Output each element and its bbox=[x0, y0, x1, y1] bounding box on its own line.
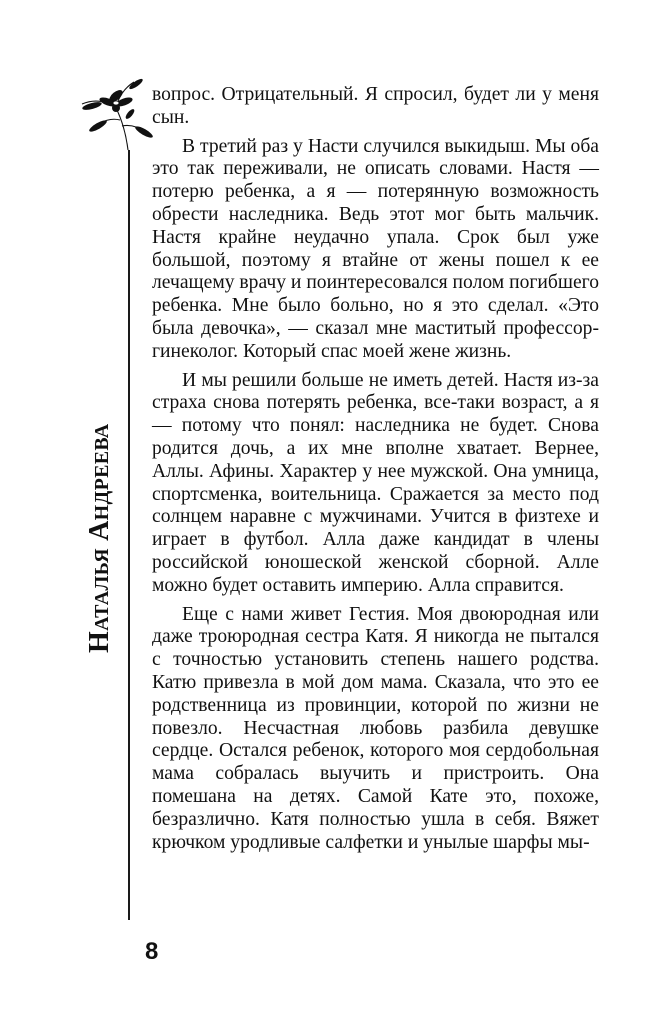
author-name: Наталья Андреева bbox=[84, 423, 115, 653]
paragraph: Еще с нами живет Гестия. Моя двоюродная или даже троюродная сестра Катя. Я никогда не пытался с точностью установить степень нашего родства. Катю привезла в мой дом мама. Сказала, что это ее родственница из провинции, которой по жизни не повезло. Несчастная любовь разбила девушке сердце. Остался ребенок, которого моя сердобольная мама собралась выучить и пристроить. Она помешана на детях. Самой Кате это, похоже, безразлично. Катя полностью ушла в себя. Вяжет крючком уродливые салфетки и унылые шарфы мы- bbox=[152, 603, 599, 853]
paragraph: И мы решили больше не иметь детей. Настя из-за страха снова потерять ребенка, все-таки возраст, а я — потому что понял: наследника не будет. Снова родится дочь, а их мне вполне хватает. Вернее, Аллы. Афины. Характер у нее мужской. Она умница, спортсменка, воительница. Сражается за место под солнцем наравне с мужчинами. Учится в физтехе и играет в футбол. Алла даже кандидат в члены российской юношеской женской сборной. Алле можно будет оставить империю. Алла справится. bbox=[152, 369, 599, 596]
flower-sprig-icon bbox=[70, 74, 160, 154]
margin-rule bbox=[128, 150, 130, 920]
body-text bbox=[152, 84, 599, 854]
paragraph: В третий раз у Насти случился выкидыш. Мы оба это так переживали, не описать словами. Настя — потерю ребенка, а я — потерянную возможность обрести наследника. Ведь этот мог быть мальчик. Настя крайне неудачно упала. Срок был уже большой, поэтому я втайне от жены пошел к ее лечащему врачу и поинтересовался полом погибшего ребенка. Мне было больно, но я это сделал. «Это была девочка», — сказал мне маститый профессор-гинеколог. Который спас моей жене жизнь. bbox=[152, 135, 599, 362]
paragraph: вопрос. Отрицательный. Я спросил, будет ли у меня сын. bbox=[152, 84, 599, 128]
page-number: 8 bbox=[145, 938, 159, 965]
